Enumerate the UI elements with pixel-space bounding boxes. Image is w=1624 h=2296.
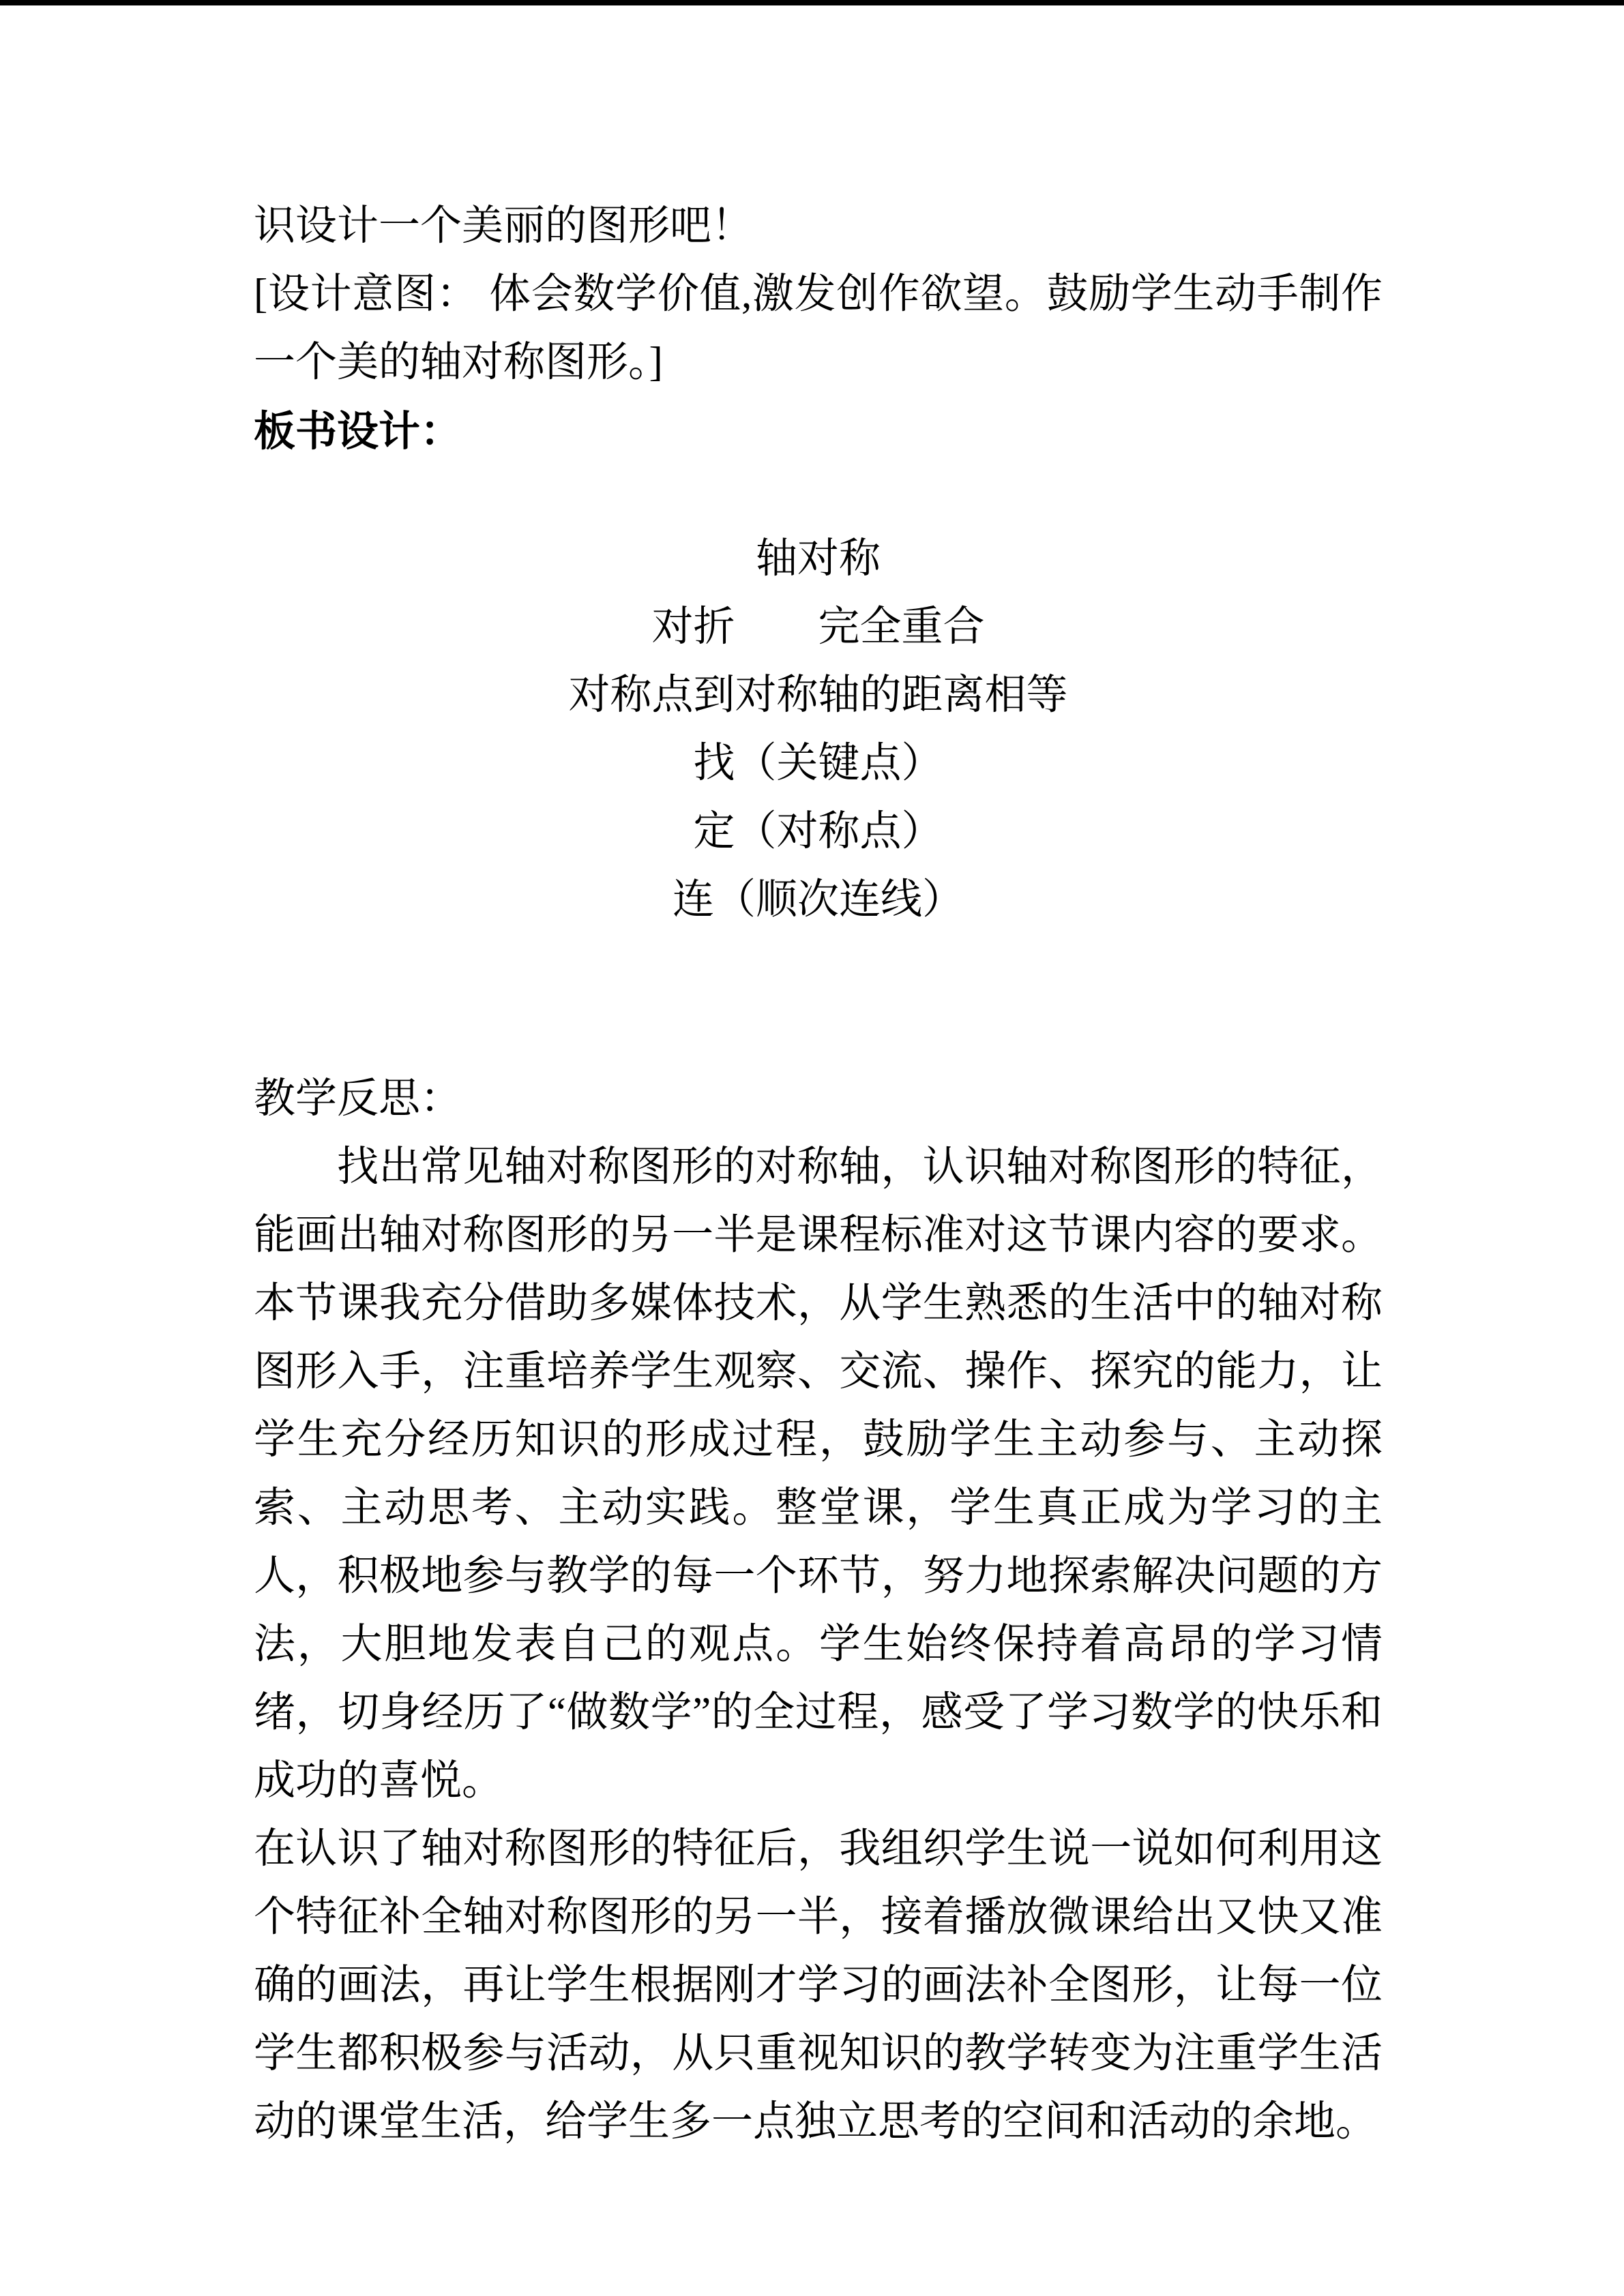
reflection-paragraph: 在认识了轴对称图形的特征后，我组织学生说一说如何利用这个特征补全轴对称图形的另一半，接着播放微课给出又快又准确的画法，再让学生根据刚才学习的画法补全图形，让每一位学生都积极参与活动，从只重视知识的教学转变为注重学生活动的课堂生活，给学生多一点独立思考的空间和活动的余地。 (254, 1826, 1383, 2145)
reflection-paragraph: 找出常见轴对称图形的对称轴，认识轴对称图形的特征，能画出轴对称图形的另一半是课程标准对这节课内容的要求。本节课我充分借助多媒体技术，从学生熟悉的生活中的轴对称图形入手，注重培养学生观察、交流、操作、探究的能力，让学生充分经历知识的形成过程，鼓励学生主动参与、主动探索、主动思考、主动实践。整堂课，学生真正成为学习的主人，积极地参与教学的每一个环节，努力地探索解决问题的方法，大胆地发表自己的观点。学生始终保持着高昂的学习情绪，切身经历了“做数学”的全过程，感受了学习数学的快乐和成功的喜悦。 (254, 1144, 1383, 1804)
board-design-block (254, 525, 1383, 934)
reflection-heading: 教学反思： (254, 1076, 462, 1122)
board-line: 对称点到对称轴的距离相等 (568, 672, 1068, 718)
board-line-title: 轴对称 (755, 536, 881, 582)
board-line: 找（关键点） (693, 741, 943, 786)
board-line: 对折 完全重合 (651, 604, 985, 650)
page-top-edge (0, 0, 1624, 5)
design-intent-paragraph: [设计意图： 体会数学价值,激发创作欲望。鼓励学生动手制作一个美的轴对称图形。] (254, 271, 1383, 385)
page-content (254, 192, 1383, 2156)
intro-continuation-line: 识设计一个美丽的图形吧！ (254, 203, 754, 249)
board-line: 定（对称点） (693, 809, 943, 854)
board-design-heading: 板书设计： (254, 408, 462, 454)
board-line: 连（顺次连线） (672, 877, 964, 923)
